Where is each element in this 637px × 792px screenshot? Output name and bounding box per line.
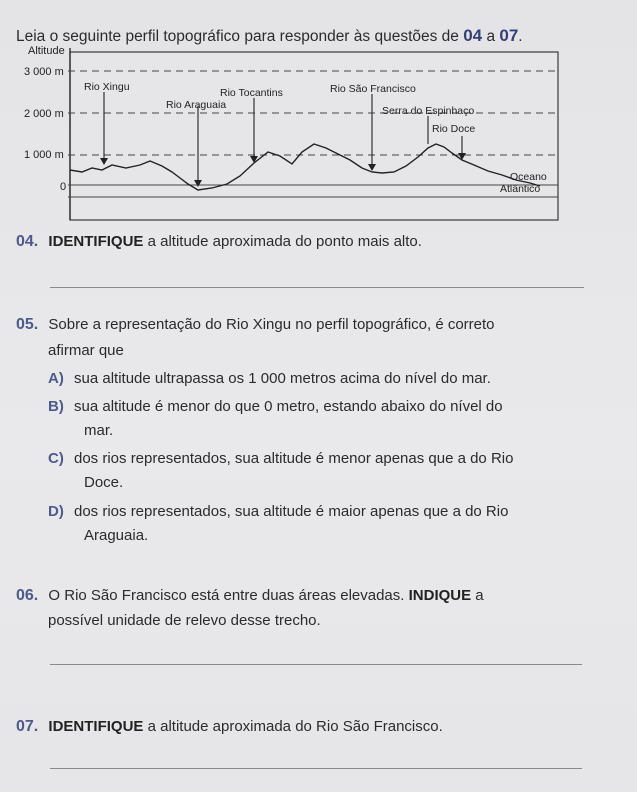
option-a-letter: A) bbox=[48, 370, 64, 387]
question-06-number: 06. bbox=[16, 587, 39, 604]
tick-label-1000: 1 000 m bbox=[24, 149, 64, 161]
intro-question-start: 04 bbox=[463, 26, 483, 45]
option-d[interactable] bbox=[48, 503, 508, 520]
label-rio-sao-francisco: Rio São Francisco bbox=[330, 83, 416, 95]
question-04-number: 04. bbox=[16, 233, 39, 250]
label-serra-do-espinhaco: Serra do Espinhaço bbox=[382, 105, 475, 117]
question-06-line1: O Rio São Francisco está entre duas áreas elevadas. bbox=[48, 587, 409, 604]
question-04 bbox=[16, 233, 422, 251]
option-d-text-line2: Araguaia. bbox=[84, 527, 149, 544]
question-05-line1: Sobre a representação do Rio Xingu no perfil topográfico, é correto bbox=[48, 316, 495, 333]
answer-line-07[interactable] bbox=[50, 768, 582, 769]
option-a[interactable] bbox=[48, 370, 491, 387]
option-b-text-line1: sua altitude é menor do que 0 metro, estando abaixo do nível do bbox=[74, 398, 503, 415]
option-a-text: sua altitude ultrapassa os 1 000 metros acima do nível do mar. bbox=[74, 370, 491, 387]
option-d-letter: D) bbox=[48, 503, 64, 520]
option-c-letter: C) bbox=[48, 450, 64, 467]
question-06-keyword: INDIQUE bbox=[408, 587, 472, 604]
answer-line-06[interactable] bbox=[50, 664, 582, 665]
option-b[interactable] bbox=[48, 398, 503, 415]
label-rio-xingu: Rio Xingu bbox=[84, 81, 130, 93]
intro-sentence bbox=[16, 26, 523, 46]
tick-label-3000: 3 000 m bbox=[24, 66, 64, 78]
question-06-line1-end: a bbox=[471, 587, 484, 604]
option-b-letter: B) bbox=[48, 398, 64, 415]
intro-connector: a bbox=[482, 28, 500, 45]
question-07 bbox=[16, 718, 443, 736]
option-d-text-line1: dos rios representados, sua altitude é maior apenas que a do Rio bbox=[74, 503, 509, 520]
question-06-stem bbox=[16, 587, 484, 605]
label-oceano: Oceano bbox=[510, 171, 547, 183]
label-atlantico: Atlântico bbox=[500, 183, 541, 195]
option-c-text-line1: dos rios representados, sua altitude é menor apenas que a do Rio bbox=[74, 450, 514, 467]
topographic-profile bbox=[22, 44, 562, 224]
option-c[interactable] bbox=[48, 450, 513, 467]
question-05-line2: afirmar que bbox=[48, 342, 124, 359]
tick-label-0: 0 bbox=[60, 181, 67, 193]
option-b-text-line2: mar. bbox=[84, 422, 114, 439]
question-05-stem bbox=[16, 316, 495, 334]
question-06-line2: possível unidade de relevo desse trecho. bbox=[48, 612, 321, 629]
intro-question-end: 07 bbox=[499, 26, 519, 45]
question-07-number: 07. bbox=[16, 718, 39, 735]
option-c-text-line2: Doce. bbox=[84, 474, 124, 491]
profile-frame bbox=[70, 52, 558, 220]
question-07-keyword: IDENTIFIQUE bbox=[48, 718, 144, 735]
label-rio-doce: Rio Doce bbox=[432, 123, 476, 135]
question-07-text: a altitude aproximada do Rio São Francisco. bbox=[143, 718, 443, 735]
label-rio-araguaia: Rio Araguaia bbox=[166, 99, 227, 111]
question-05-number: 05. bbox=[16, 316, 39, 333]
question-04-keyword: IDENTIFIQUE bbox=[48, 233, 144, 250]
y-axis-title: Altitude bbox=[28, 45, 65, 57]
label-rio-tocantins: Rio Tocantins bbox=[220, 87, 283, 99]
intro-period: . bbox=[518, 28, 523, 45]
tick-label-2000: 2 000 m bbox=[24, 108, 64, 120]
answer-line-04[interactable] bbox=[50, 287, 584, 288]
question-04-text: a altitude aproximada do ponto mais alto. bbox=[143, 233, 422, 250]
intro-text: Leia o seguinte perfil topográfico para responder às questões de bbox=[16, 28, 464, 45]
